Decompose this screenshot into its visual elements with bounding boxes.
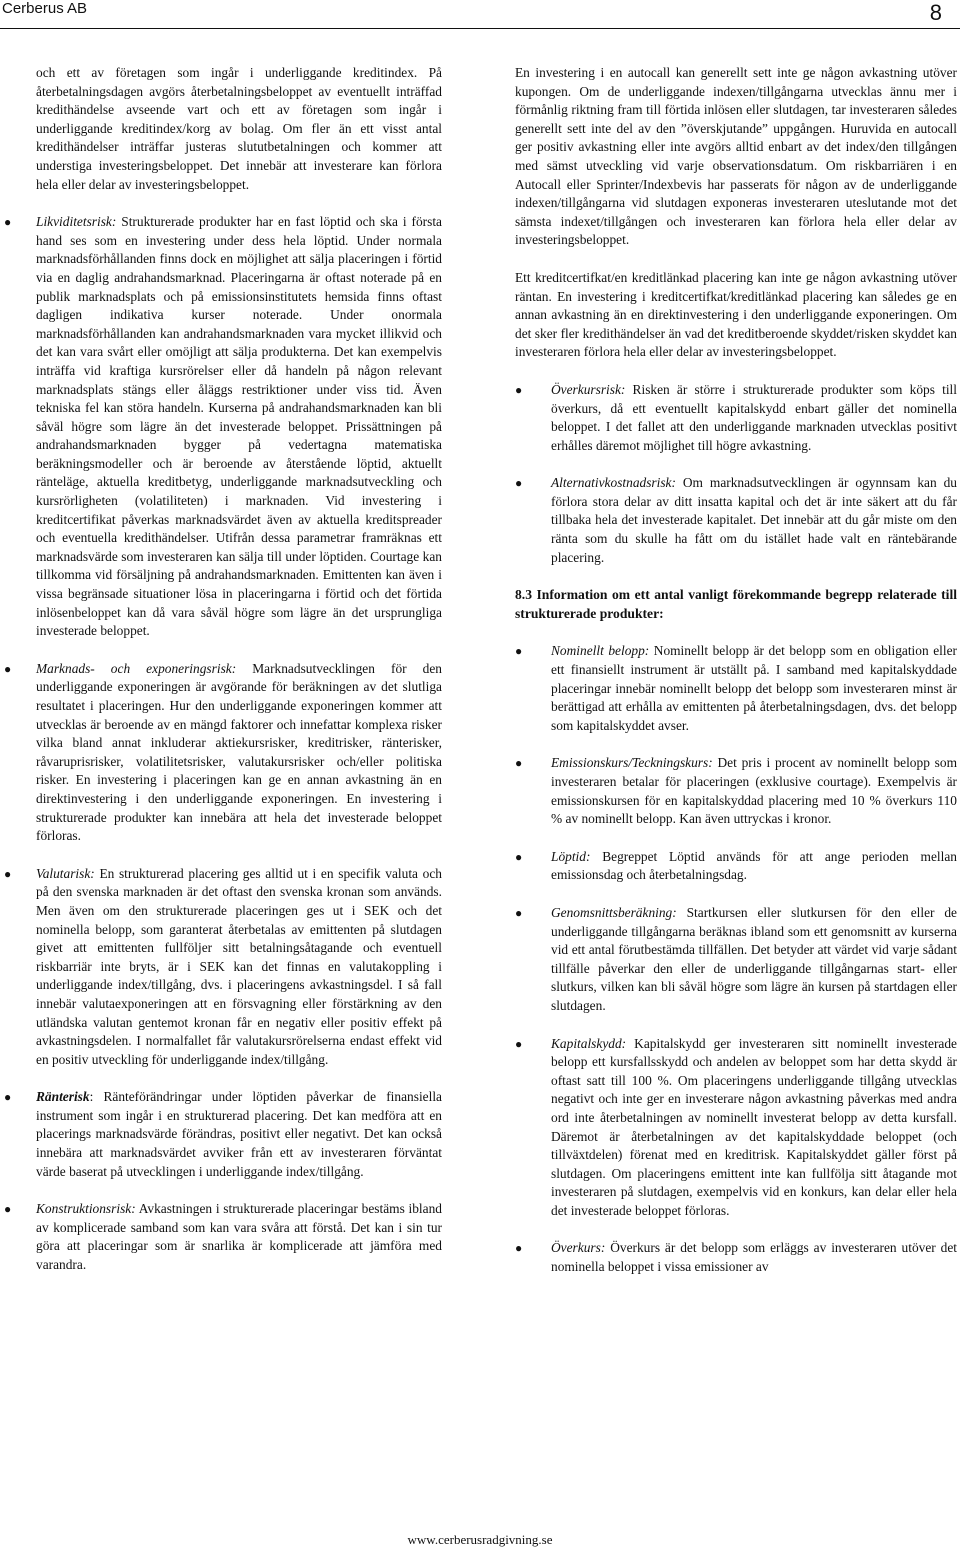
- bullet-icon: ●: [515, 849, 523, 864]
- bullet-icon: ●: [4, 1090, 12, 1105]
- bullet-icon: ●: [4, 1202, 12, 1217]
- term-description: Överkurs är det belopp som erläggs av investeraren utöver det nominella beloppet i vissa emissioner av: [551, 1240, 957, 1275]
- list-item: [515, 754, 957, 828]
- list-item: [515, 642, 957, 735]
- term-description: Kapitalskydd ger investeraren sitt nominellt investerade belopp ett kursfallsskydd och andelen av beloppet som har detta skydd är oftast satt till 100 %. Om placeringens underliggande tillgång utvecklas negativt och inte ger en investerare någon avkastning påverkas med andra ord inte återbetalningen av nominellt investerat belopp av detta kursfall. Däremot är återbetalningen av det kapitalskyddade beloppet (och tillväxtdelen) förenat med en kreditrisk. Kapitalskyddet gäller först på slutdagen. Om placeringens emittent inte kan fullfölja sitt åtagande mot investeraren på slutdagen, exempelvis vid en konkurs, kan delar eller hela det investerade beloppet förloras.: [551, 1035, 957, 1218]
- left-column: [4, 64, 442, 1294]
- autocall-paragraph: En investering i en autocall kan generellt sett inte ge någon avkastning utöver kupongen. Om de underliggande indexen/tillgångarna utvecklas ännu mer i förmånlig riktning fram till förtida inlösen eller slutdagen, tar investeraren således generellt sett inte del av den ”överskjutande” uppgången. Huruvida en autocall ger positiv avkastning eller inte avgörs alltid enbart av det index/den tillgången med sämst utveckling vid varje observationsdatum. Om riskbarriären i en Autocall eller Sprinter/Indexbevis har passerats för någon av de underliggande indexen/tillgångarna vid slutdagen exponeras investeraren uteslutande mot det sämsta indexet/tillgången och investeraren kan förlora hela eller delar av investeringsbeloppet.: [515, 65, 957, 248]
- list-item: [515, 904, 957, 1016]
- list-item: [4, 865, 442, 1070]
- term: Marknads- och exponeringsrisk:: [36, 660, 237, 676]
- term: Emissionskurs/Teckningskurs:: [551, 755, 713, 771]
- list-item: [4, 660, 442, 846]
- header-divider: [0, 28, 960, 29]
- bullet-icon: ●: [515, 476, 523, 491]
- term-description: Marknadsutvecklingen för den underliggande exponeringen är avgörande för beräkningen av det slutliga resultatet i placeringen. Hur den underliggande exponeringen kommer att utvecklas är beroende av en mängd faktorer och innefattar komplexa risker vilka bland annat inkluderar aktiekursrisker, kreditrisker, ränterisker, råvaruprisrisker, volatilitetsrisker, valutakursrisker och/eller politiska risker. En investering i placeringen kan ge en annan avkastning än en direktinvestering i den underliggande exponeringen. En investering i strukturerade produkter kan innebära att hela det investerade beloppet förloras.: [36, 660, 442, 844]
- term: Löptid:: [551, 848, 591, 864]
- list-item: [515, 1035, 957, 1221]
- list-item: [515, 474, 957, 567]
- term: Genomsnittsberäkning:: [551, 904, 677, 920]
- term-description: Risken är större i strukturerade produkter som köps till överkurs, då ett eventuellt kapitalskydd enbart gäller det nominella beloppet. I det fallet att den underliggande marknaden utvecklas positivt erhålles däremot möjlighet till högre avkastning.: [551, 381, 957, 453]
- term-description: En strukturerad placering ges alltid ut i en specifik valuta och på den svenska marknaden är det oftast den svenska kronan som används. Men även om den strukturerade placeringen ges ut i SEK och det nominella belopp, som garanterat återbetalas av emittenten på slutdagen givet att emittenten fullföljer sitt betalningsåtagande och eventuell riskbarriär inte bryts, är i SEK kan det finnas en valutakoppling i underliggande index/tillgång, dvs. i placeringens avkastningsdel. I så fall innebär valutaexponeringen att en försvagning eller förstärkning av den utländska valutan gentemot kronan får en negativ eller positiv effekt på avkastningsdelen. I normalfallet får valutakursrörelserna endast effekt vid en positiv utveckling för underliggande index/tillgång.: [36, 865, 442, 1067]
- term: Valutarisk:: [36, 865, 95, 881]
- list-item: [4, 1200, 442, 1274]
- glossary-list: [515, 642, 957, 1276]
- bullet-icon: ●: [515, 1036, 523, 1051]
- company-name: Cerberus AB: [2, 0, 88, 17]
- term-description: Avkastningen i strukturerade placeringar bestäms ibland av komplicerade samband som kan vara svåra att förstå. Det kan i sin tur göra att placeringar som är snarlika är komplicerade att jämföra med varandra.: [36, 1201, 442, 1273]
- bullet-icon: ●: [515, 1241, 523, 1256]
- term-description: Strukturerade produkter har en fast löptid och ska i första hand ses som en investering under dess hela löptid. Under normala marknadsförhållanden finns dock en möjlighet att sälja placeringen i förtid via en daglig andrahandsmarknad. Placeringarna är oftast noterade på en publik marknadsplats och på emissionsinstitutets hemsida finns oftast dagligen indikativa kurser noterade. Under onormala marknadsförhållanden kan andrahandsmarknaden vara mycket illikvid och det kan vara svårt eller omöjligt att sälja produkterna. Det kan exempelvis inträffa vid kraftiga kursrörelser eller då handeln på någon relevant marknadsplats stängs eller åläggs restriktioner under viss tid. Även tekniska fel kan störa handeln. Kurserna på andrahandsmarknaden kan bli såväl högre som lägre än det investerade beloppet. Prissättningen på andrahandsmarknaden bygger på vedertagna matematiska beräkningsmodeller och är beroende av återstående löptid, aktuellt ränteläge, aktuella kreditbetyg, underliggande marknadsutveckling och kursrörligheten (volatiliteten) i marknaden. Vid investering i kreditcertifikat påverkas marknadsvärdet även av aktuella kreditspreader och eventuella kredithändelser. Utifrån dessa parametrar framräknas ett marknadsvärde som investeraren kan sälja till under löptiden. Courtage kan tillkomma vid försäljning på andrahandsmarknaden. Emittenten kan även i vissa begränsade situationer lösa in placeringarna i förtid och det förtida inlösenbeloppet kan då vara såväl högre som lägre än det ursprungliga investerade beloppet.: [36, 214, 442, 639]
- list-item: [4, 1088, 442, 1181]
- term: Kapitalskydd:: [551, 1035, 627, 1051]
- term-description: Nominellt belopp är det belopp som en obligation eller ett finansiellt instrument är utställt på. I samband med kapitalskyddade placeringar innebär nominellt belopp det belopp som investeraren minst är berättigad att erhålla av emittenten på återbetalningsdagen, dvs. det belopp som kapitalskyddet avser.: [551, 643, 957, 733]
- risk-list: [4, 213, 442, 1274]
- term: Överkurs:: [551, 1240, 606, 1256]
- risk-list-continued: [515, 381, 957, 567]
- footer-url: www.cerberusradgivning.se: [407, 1532, 553, 1547]
- right-column: [515, 64, 957, 1296]
- intro-paragraph: och ett av företagen som ingår i underliggande kreditindex. På återbetalningsdagen avgörs återbetalningsbeloppet av eventuellt inträffad kredithändelse avseende vart och ett av företagen som ingår i underliggande kreditindex/korg av bolag. Om fler än ett visst antal kredithändelser inträffar justeras slututbetalningen och kommer att understiga investeringsbeloppet. Det innebär att investerare kan förlora hela eller delar av investeringsbeloppet.: [36, 65, 442, 192]
- bullet-icon: ●: [4, 866, 12, 881]
- credit-certificate-paragraph: Ett kreditcertifkat/en kreditlänkad placering kan inte ge någon avkastning utöver räntan. En investering i kreditcertifkat/kreditlänkad placering kan således ge en annan avkastning än en direktinvestering i den underliggande exponeringen. Om det sker fler kredithändelser än vad det kreditberoende skyddet/risken skyddet kan investeraren förlora hela eller delar av investeringsbeloppet.: [515, 269, 957, 360]
- bullet-icon: ●: [4, 661, 12, 676]
- term: Överkursrisk:: [551, 381, 626, 397]
- term-description: Det pris i procent av nominellt belopp som investeraren betalar för placeringen (exklusive courtage). Exempelvis är emissionskursen för en kapitalskyddad placering med 10 % överkurs 110 % av nominellt belopp. Kan även uttryckas i kronor.: [551, 755, 957, 827]
- term-description: Startkursen eller slutkursen för den eller de underliggande tillgångarna beräknas ibland som ett genomsnitt av kurserna vid ett antal förutbestämda tillfällen. Det betyder att värdet vid varje sådant tillfälle påverkar den eller de underliggande tillgångarnas start- eller slutkurs, vilken kan bli såväl högre som lägre än kursen på startdagen eller slutdagen.: [551, 904, 957, 1013]
- bullet-icon: ●: [515, 644, 523, 659]
- term: Nominellt belopp:: [551, 643, 650, 659]
- bullet-icon: ●: [515, 382, 523, 397]
- term: Likviditetsrisk:: [36, 214, 117, 230]
- term-description: Om marknadsutvecklingen är ogynnsam kan du förlora stora delar av ditt insatta kapital och det är inte säkert att du får tillbaka hela det investerade kapitalet. Det innebär att du går miste om den ränta som du skulle ha fått om du istället hade valt en räntebärande placering.: [551, 475, 957, 565]
- term-description: Begreppet Löptid används för att ange perioden mellan emissionsdag och återbetalningsdag.: [551, 848, 957, 883]
- bullet-icon: ●: [515, 905, 523, 920]
- section-heading: 8.3 Information om ett antal vanligt förekommande begrepp relaterade till strukturerade produkter:: [515, 587, 957, 621]
- term: Konstruktionsrisk:: [36, 1201, 136, 1217]
- term-description: : Ränteförändringar under löptiden påverkar de finansiella instrument som ingår i en strukturerad placering. Det kan medföra att en placerings marknadsvärde förändras, positivt eller negativt. Det kan också innebära att marknadsvärdet avviker från ett av investeraren förväntat värde baserat på utvecklingen i underliggande index/tillgång.: [36, 1089, 442, 1179]
- bullet-icon: ●: [4, 215, 12, 230]
- list-item: [4, 213, 442, 641]
- list-item: [515, 1239, 957, 1276]
- term: Ränterisk: [36, 1089, 90, 1105]
- bullet-icon: ●: [515, 756, 523, 771]
- term: Alternativkostnadsrisk:: [551, 475, 676, 491]
- list-item: [515, 848, 957, 885]
- list-item: [515, 381, 957, 455]
- page-number: 8: [929, 0, 942, 25]
